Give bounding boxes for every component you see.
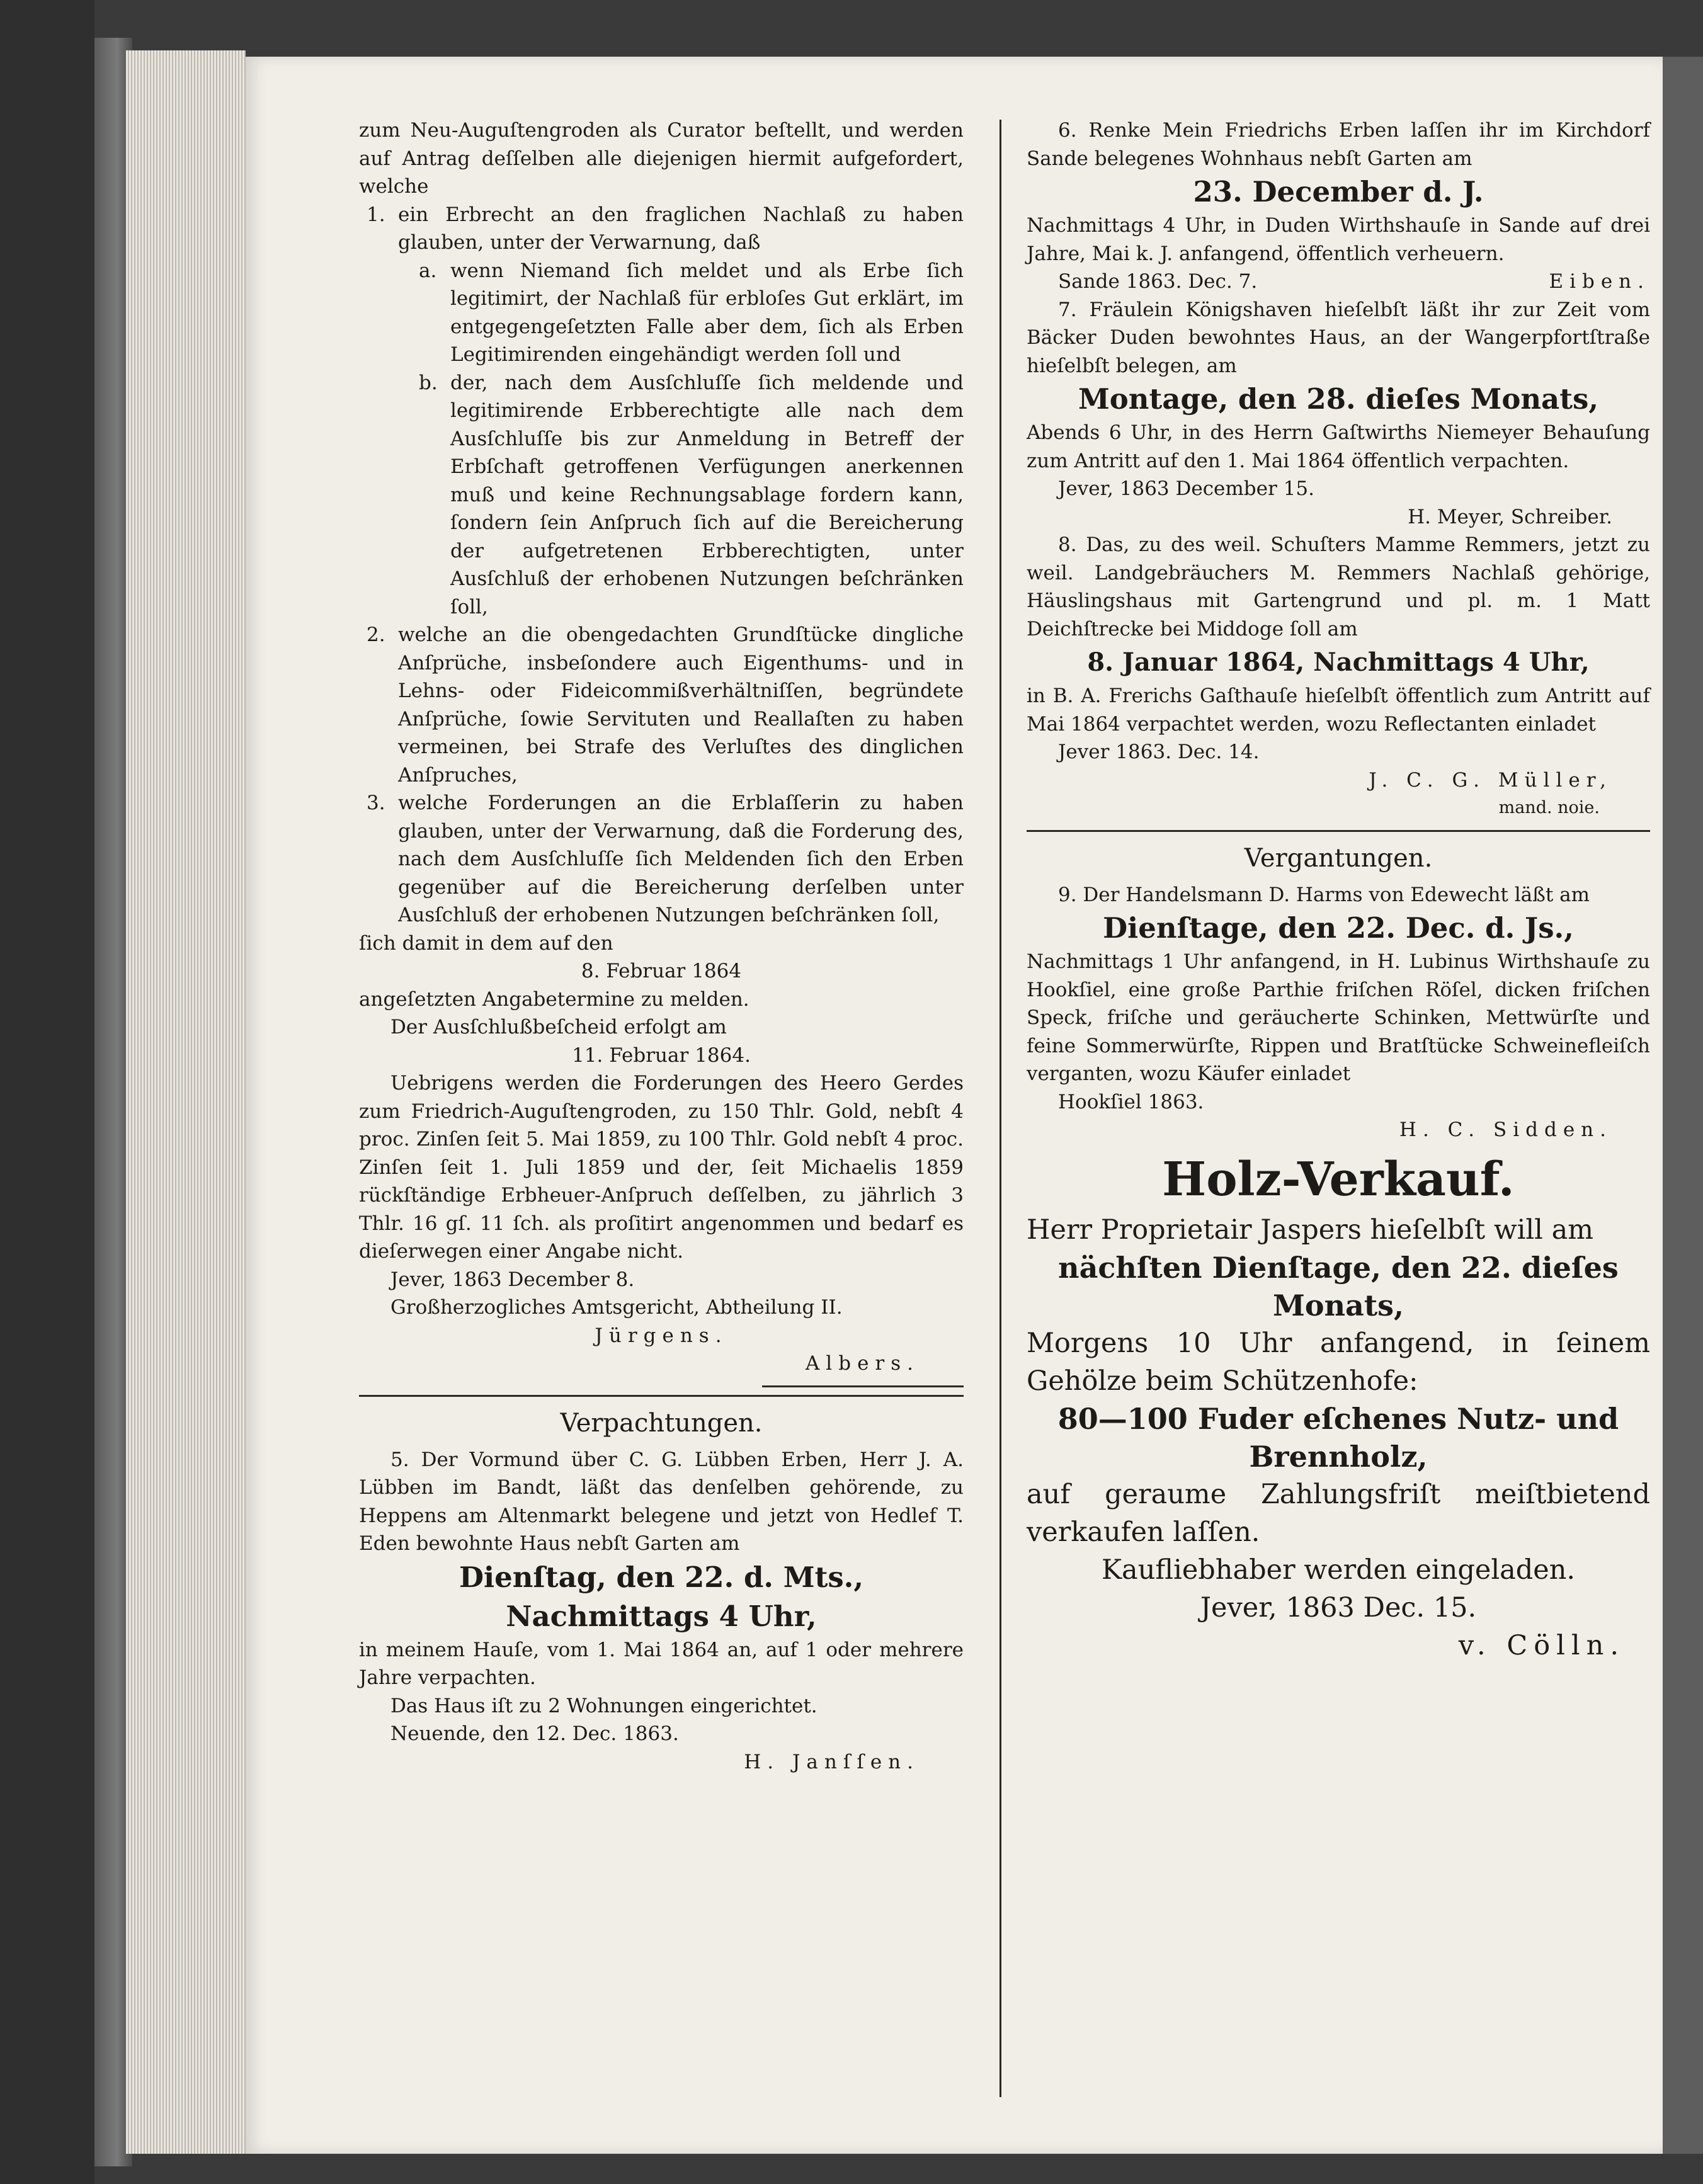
bescheid-line: Der Ausſchlußbeſcheid erfolgt am: [390, 1016, 727, 1038]
notice-8-rest: in B. A. Frerichs Gaſthauſe hieſelbſt öffentlich zum Antritt auf Mai 1864 verpachtet werden, wozu Reflectanten einladet: [1027, 685, 1650, 736]
list-number: 2.: [367, 623, 385, 646]
list-letter: a.: [419, 259, 437, 282]
notice-6-signature: Eiben.: [1549, 270, 1650, 293]
date-line: 8. Februar 1864: [581, 960, 742, 982]
place-date: Jever, 1863 December 8.: [390, 1268, 635, 1291]
short-rule: [762, 1385, 964, 1387]
holz-goods: 80—100 Fuder eſchenes Nutz- und Brennholz,: [1057, 1401, 1619, 1474]
list-text: wenn Niemand ſich meldet und als Erbe ſich legitimirt, der Nachlaß für erbloſes Gut erklärt, im entgegengeſetzten Falle aber dem, ſich als Erben Legitimirenden eingehändigt werden ſoll und: [450, 259, 964, 366]
notice-5-signature: H. Janſſen.: [744, 1750, 920, 1773]
notice-7-place: Jever, 1863 December 15.: [1058, 477, 1314, 500]
list-number: 1.: [367, 203, 385, 226]
notice-8-signature-note: mand. noie.: [1498, 798, 1600, 817]
notice-9-place: Hookſiel 1863.: [1058, 1090, 1204, 1113]
list-text: der, nach dem Ausſchluſſe ſich meldende und legitimirende Erbberechtigte alle nach dem Ausſchluſſe bis zur Anmeldung in Betreff der Erbſchaft getroffenen Verfügungen anerkennen muß und keine Rechnungsablage fordern kann, ſondern ſein Anſpruch ſich auf die Bereicherung der aufgetretenen Erbberechtigten, unter Ausſchluß der erhobenen Nutzungen beſchränken ſoll,: [450, 371, 964, 618]
holz-date: nächſten Dienſtage, den 22. dieſes Monats,: [1058, 1250, 1619, 1322]
intro-paragraph: zum Neu-Auguſtengroden als Curator beſtellt, und werden auf Antrag deſſelben alle diejenigen hiermit aufgefordert, welche: [359, 119, 964, 198]
list-letter: b.: [419, 371, 438, 394]
holz-verkauf-title: Holz-Verkauf.: [1162, 1152, 1515, 1207]
date-line: 11. Februar 1864.: [572, 1044, 751, 1067]
left-column: [359, 117, 964, 1776]
section-heading: Vergantungen.: [1244, 843, 1433, 873]
list-item-3: [359, 789, 964, 930]
section-rule: [1027, 830, 1650, 832]
notice-6-place: Sande 1863. Dec. 7.: [1058, 270, 1258, 293]
notice-8-signature: J. C. G. Müller,: [1369, 768, 1612, 792]
sich-damit-line: ſich damit in dem auf den: [359, 931, 613, 955]
list-text: welche an die obengedachten Grundſtücke dingliche Anſprüche, insbeſondere auch Eigenthums- und in Lehns- oder Fideicommißverhältniſſen, begründete Anſprüche, ſowie Servituten und Reallaſten zu haben vermeinen, bei Strafe des Verluſtes des dinglichen Anſpruches,: [398, 623, 964, 787]
notice-6-rest: Nachmittags 4 Uhr, in Duden Wirthshauſe in Sande auf drei Jahre, Mai k. J. anfangend, öffentlich verheuern.: [1027, 214, 1650, 265]
notice-7-date: Montage, den 28. dieſes Monats,: [1078, 382, 1599, 416]
holz-line: Herr Proprietair Jaspers hieſelbſt will am: [1027, 1214, 1594, 1246]
notice-5-rest: in meinem Hauſe, vom 1. Mai 1864 an, auf 1 oder mehrere Jahre verpachten.: [359, 1638, 964, 1689]
right-column: [1027, 117, 1650, 1664]
holz-line: Kaufliebhaber werden eingeladen.: [1101, 1554, 1576, 1586]
holz-line: Morgens 10 Uhr anfangend, in ſeinem Gehölze beim Schützenhofe:: [1027, 1327, 1650, 1397]
notice-5-date: Dienſtag, den 22. d. Mts.,: [458, 1560, 864, 1594]
list-number: 3.: [367, 792, 385, 814]
angesetzt-line: angeſetzten Angabetermine zu melden.: [359, 987, 749, 1011]
notice-7-signature: H. Meyer, Schreiber.: [1408, 505, 1612, 528]
notice-7-text: 7. Fräulein Königshaven hieſelbſt läßt ihr zur Zeit vom Bäcker Duden bewohntes Haus, an der Wangerpfortſtraße hieſelbſt belegen, am: [1027, 298, 1650, 377]
court-name: Großherzogliches Amtsgericht, Abtheilung II.: [390, 1296, 843, 1319]
list-item-1: [359, 201, 964, 257]
page-stack-edge: [126, 50, 246, 2154]
list-item-2: [359, 621, 964, 789]
notice-5-place: Neuende, den 12. Dec. 1863.: [390, 1722, 679, 1745]
column-divider: [1000, 120, 1001, 2097]
right-page-edge: [1663, 57, 1703, 2154]
notice-5-note: Das Haus iſt zu 2 Wohnungen eingerichtet.: [390, 1694, 817, 1717]
notice-8-date: 8. Januar 1864, Nachmittags 4 Uhr,: [1087, 647, 1590, 677]
list-text: welche Forderungen an die Erblaſſerin zu haben glauben, unter der Verwarnung, daß die Forderung des, nach dem Ausſchluſſe ſich Meldenden ſich den Erben gegenüber auf die Bereicherung derſelben unter Ausſchluß der erhobenen Nutzungen beſchränken ſoll,: [398, 792, 964, 926]
notice-5-text: 5. Der Vormund über C. G. Lübben Erben, Herr J. A. Lübben im Bandt, läßt das denſelben gehörende, zu Heppens am Altenmarkt belegene und jetzt von Hedlef T. Eden bewohnte Haus nebſt Garten am: [359, 1448, 964, 1555]
section-rule: [359, 1395, 964, 1397]
list-text: ein Erbrecht an den fraglichen Nachlaß zu haben glauben, unter der Verwarnung, daß: [398, 203, 964, 254]
notice-8-place: Jever 1863. Dec. 14.: [1058, 741, 1260, 763]
signature: Albers.: [805, 1352, 920, 1375]
notice-8-text: 8. Das, zu des weil. Schuſters Mamme Remmers, jetzt zu weil. Landgebräuchers M. Remmers Nachlaß gehörige, Häuslingshaus mit Gartengrund und pl. m. 1 Matt Deichſtrecke bei Middoge ſoll am: [1027, 533, 1650, 640]
notice-6-date: 23. December d. J.: [1193, 175, 1484, 208]
book-spine: [0, 0, 94, 2184]
notice-9-date: Dienſtage, den 22. Dec. d. Js.,: [1103, 911, 1574, 945]
notice-5-time: Nachmittags 4 Uhr,: [506, 1599, 817, 1633]
holz-place-date: Jever, 1863 Dec. 15.: [1200, 1591, 1477, 1624]
list-item-1b: [359, 369, 964, 622]
signature: Jürgens.: [595, 1324, 728, 1347]
uebrigens-paragraph: Uebrigens werden die Forderungen des Heero Gerdes zum Friedrich-Auguſtengroden, zu 150 Thlr. Gold, nebſt 4 proc. Zinſen ſeit 5. Mai 1859, zu 100 Thlr. Gold nebſt 4 proc. Zinſen ſeit 1. Juli 1859 und der, ſeit Michaelis 1859 rückſtändige Erbheuer-Anſpruch deſſelben, zu jährlich 3 Thlr. 16 gſ. 11 ſch. als proſitirt angenommen und bedarf es dieſerwegen einer Angabe nicht.: [359, 1072, 964, 1263]
notice-6-footer: [1027, 268, 1650, 296]
holz-signature: v. Cölln.: [1458, 1629, 1625, 1661]
section-heading: Verpachtungen.: [560, 1408, 763, 1438]
list-item-1a: [359, 257, 964, 369]
notice-9-rest: Nachmittags 1 Uhr anfangend, in H. Lubinus Wirthshauſe zu Hookſiel, eine große Parthie friſchen Röſel, dicken friſchen Speck, friſche und geräucherte Schinken, Mettwürſte und feine Sommerwürſte, Rippen und Bratſtücke Schweinefleiſch verganten, wozu Käufer einladet: [1027, 950, 1650, 1085]
notice-7-rest: Abends 6 Uhr, in des Herrn Gaſtwirths Niemeyer Behauſung zum Antritt auf den 1. Mai 1864 öffentlich verpachten.: [1027, 421, 1650, 472]
notice-6-text: 6. Renke Mein Friedrichs Erben laſſen ihr im Kirchdorf Sande belegenes Wohnhaus nebſt Garten am: [1027, 119, 1650, 170]
notice-9-text: 9. Der Handelsmann D. Harms von Edewecht läßt am: [1058, 883, 1590, 906]
notice-9-signature: H. C. Sidden.: [1399, 1118, 1612, 1141]
holz-line: auf geraume Zahlungsfriſt meiſtbietend verkaufen laſſen.: [1027, 1478, 1650, 1548]
